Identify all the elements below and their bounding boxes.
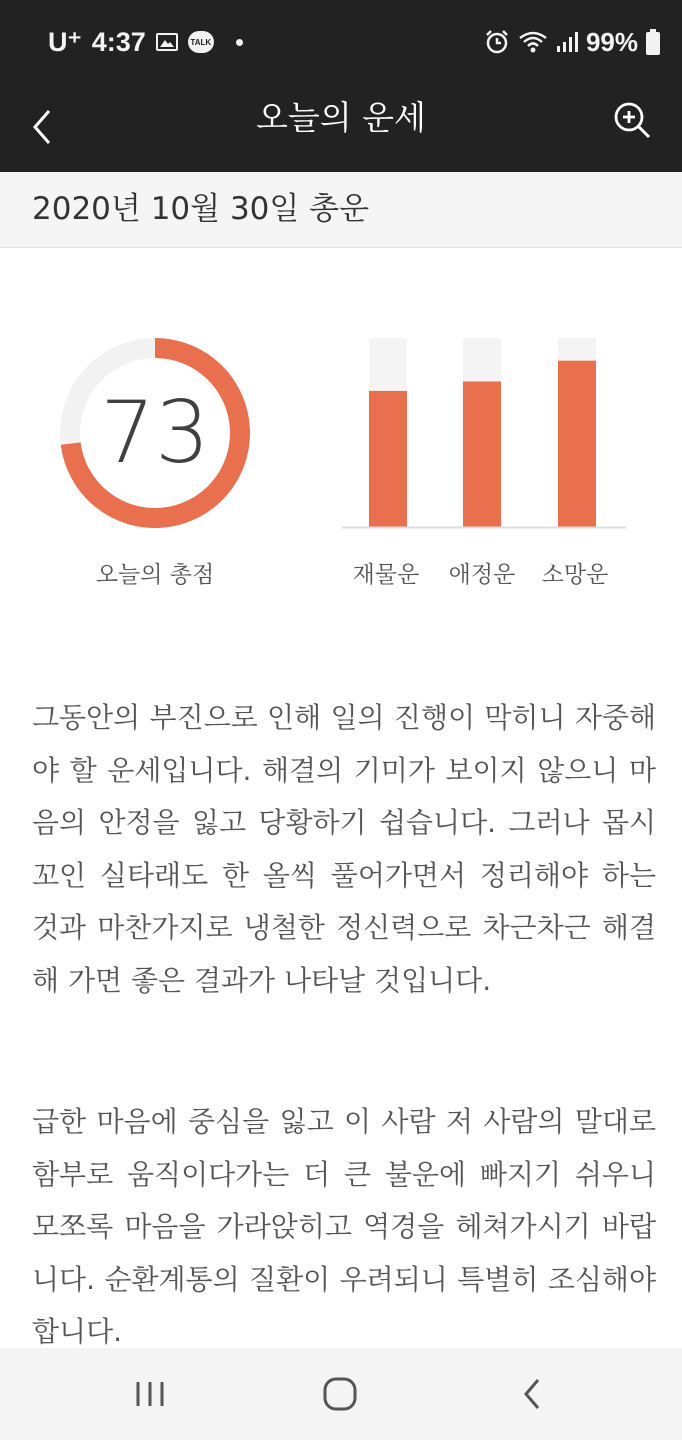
score-value: 73 [100, 383, 210, 483]
bar-label-love: 애정운 [448, 562, 516, 588]
battery-percent: 99% [585, 26, 638, 57]
fortune-paragraph-1: 그동안의 부진으로 인해 일의 진행이 막히니 자중해야 할 운세입니다. 해결의 기미가 보이지 않으니 마음의 안정을 잃고 당황하기 쉽습니다. 그러나 몹시 꼬인 실타래도 한 올씩 풀어가면서 정리해야 하는 것과 마찬가지로 냉철한 정신력으로 차근차근 해결해 가면 좋은 결과가 나타날 것입니다. [32, 701, 656, 997]
status-left [48, 24, 261, 60]
bar-재물운 [369, 391, 407, 527]
image-icon [156, 33, 178, 51]
date-header [0, 172, 682, 248]
status-right [484, 24, 660, 60]
wifi-icon [518, 30, 548, 54]
fortune-bar-chart [340, 338, 628, 538]
fortune-date: 2020년 10월 30일 총운 [32, 191, 370, 227]
recent-apps-icon [134, 1380, 166, 1408]
app-bar [0, 82, 682, 172]
page-title: 오늘의 운세 [256, 98, 426, 137]
talk-icon: TALK [188, 31, 214, 53]
home-button[interactable] [310, 1364, 370, 1424]
bar-label-wealth: 재물운 [352, 562, 420, 588]
fortune-paragraph-2: 급한 마음에 중심을 잃고 이 사람 저 사람의 말대로 함부로 움직이다가는 더 큰 불운에 빠지기 쉬우니 모쪼록 마음을 가라앉히고 역경을 헤쳐가시기 바랍니다. 순환계통의 질환이 우려되니 특별히 조심해야 합니다. [32, 1105, 656, 1348]
dot-icon [236, 39, 243, 46]
battery-icon [646, 29, 660, 55]
signal-icon [556, 31, 578, 53]
zoom-button[interactable] [610, 98, 654, 142]
clock: 4:37 [91, 26, 146, 57]
bar-애정운 [463, 381, 501, 527]
score-label: 오늘의 총점 [95, 562, 215, 588]
bar-label-wish: 소망운 [541, 562, 609, 588]
alarm-icon [484, 29, 510, 55]
zoom-in-icon [612, 100, 652, 140]
navigation-bar [0, 1348, 682, 1440]
bar-소망운 [558, 361, 596, 527]
status-bar [0, 0, 682, 82]
carrier-label: U⁺ [48, 26, 82, 57]
back-icon [522, 1378, 542, 1410]
nav-back-button[interactable] [502, 1364, 562, 1424]
recent-apps-button[interactable] [120, 1364, 180, 1424]
home-icon [323, 1377, 357, 1411]
